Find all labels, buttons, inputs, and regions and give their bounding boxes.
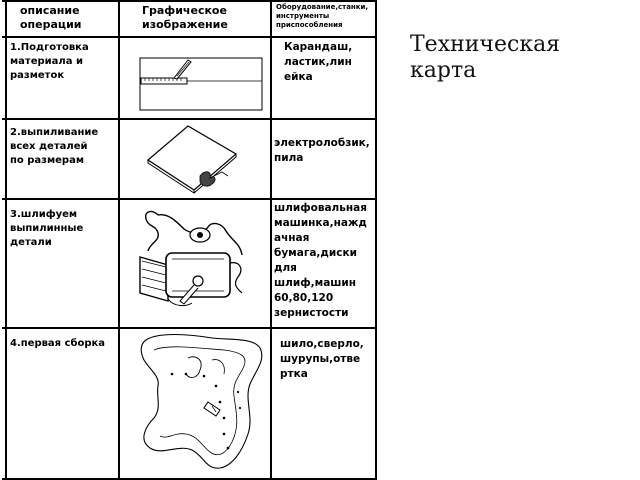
tools-3: шлифовальная машинка,нажд ачная бумага,диски для шлиф,машин 60,80,120 зернистости	[274, 202, 367, 319]
operation-3: 3.шлифуем выпилинные детали	[10, 209, 84, 248]
operation-4: 4.первая сборка	[10, 338, 106, 349]
table-rule	[375, 0, 377, 480]
tools-2: электролобзик, пила	[274, 137, 370, 164]
table-rule	[2, 36, 377, 38]
table-rule	[118, 0, 120, 480]
table-rule	[2, 0, 377, 2]
header-description: описание операции	[20, 4, 82, 31]
jigsaw-illustration	[130, 120, 270, 196]
header-graphic: Графическое изображение	[142, 4, 228, 31]
ruler-pencil-illustration	[136, 40, 266, 116]
operation-1: 1.Подготовка материала и разметок	[10, 42, 89, 81]
tools-1: Карандаш, ластик,лин ейка	[284, 41, 353, 83]
assembled-part-illustration	[128, 330, 268, 475]
table-rule	[270, 0, 272, 480]
tools-4: шило,сверло, шурупы,отве ртка	[280, 338, 364, 380]
table-rule	[2, 198, 377, 200]
table-rule	[5, 0, 7, 480]
table-rule	[2, 327, 377, 329]
grinding-machine-illustration	[128, 203, 268, 323]
operation-2: 2.выпиливание всех деталей по размерам	[10, 127, 99, 166]
header-equipment: Оборудование,станки, инструменты приспособления	[276, 3, 369, 29]
page-title: Техническая карта	[410, 32, 561, 83]
